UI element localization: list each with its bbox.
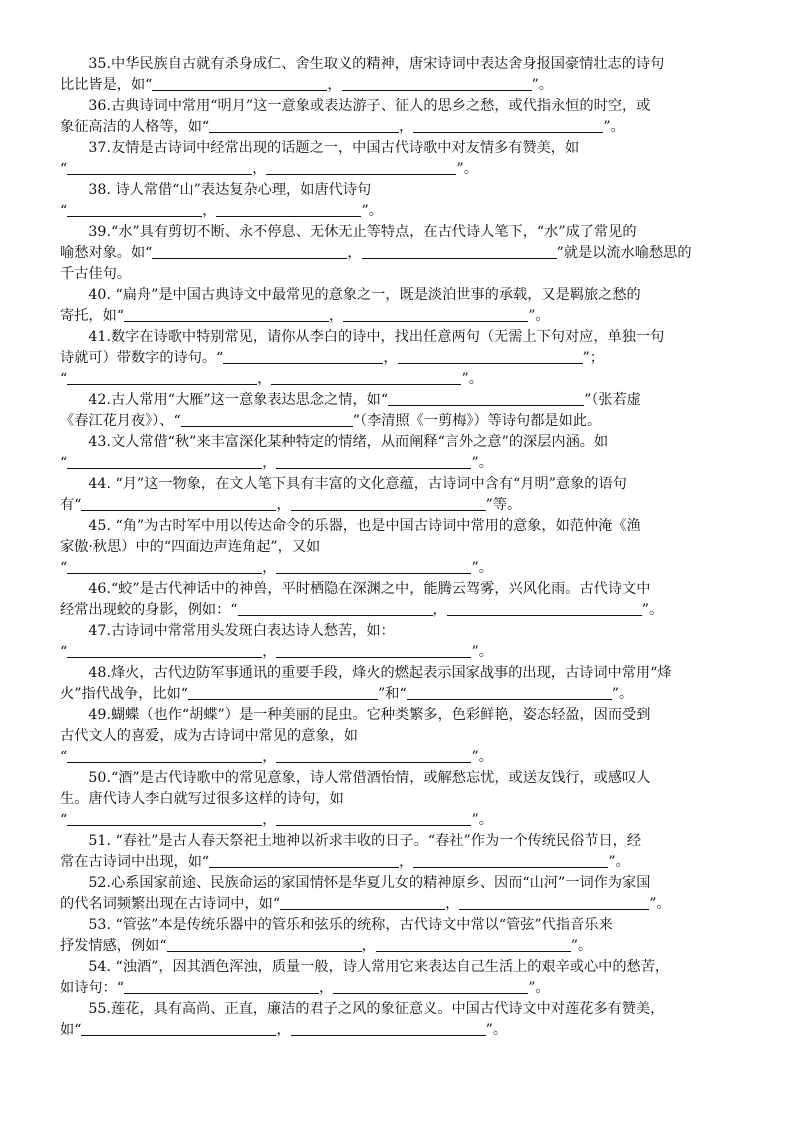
answer-blank[interactable]: [280, 895, 445, 910]
answer-line: 诗就可）带数字的诗句。“ ， ”；: [60, 350, 604, 366]
question-text: 43.文人常借“秋”来丰富深化某种特定的情绪，从而阐释“言外之意”的深层内涵。如: [88, 434, 609, 450]
question-text: 49.蝴蝶（也作“胡蝶”）是一种美丽的昆虫。它种类繁多，色彩鲜艳，姿态轻盈，因而受到: [88, 707, 651, 723]
question-42: [60, 390, 736, 432]
answer-blank[interactable]: [67, 811, 262, 826]
answer-line: 象征高洁的人格等，如“ ， ”。: [60, 119, 625, 135]
answer-blank[interactable]: [362, 244, 557, 259]
answer-blank[interactable]: [124, 307, 329, 322]
answer-blank[interactable]: [81, 496, 276, 511]
question-55: [60, 999, 736, 1041]
answer-line: 有“ ， ”等。: [60, 497, 522, 513]
answer-blank[interactable]: [67, 370, 257, 385]
worksheet: [60, 54, 736, 1041]
question-45: [60, 516, 736, 579]
question-text: 41.数字在诗歌中特别常见，请你从李白的诗中，找出任意两句（无需上下句对应，单独一句: [88, 329, 665, 345]
question-text: 55.莲花，具有高尚、正直，廉洁的君子之风的象征意义。中国古代诗文中对莲花多有赞美，: [88, 1001, 665, 1017]
question-51: [60, 831, 736, 873]
answer-blank[interactable]: [181, 412, 353, 427]
answer-line: 42.古人常用“大雁”这一意象表达思念之情，如“ ”（张若虚: [88, 392, 641, 408]
answer-blank[interactable]: [398, 349, 583, 364]
answer-line: “ ， ”。: [60, 203, 383, 219]
answer-blank[interactable]: [167, 937, 362, 952]
answer-blank[interactable]: [276, 643, 471, 658]
answer-line: 喻愁对象。如“ ， ”就是以流水喻愁思的: [60, 245, 692, 261]
question-41: [60, 327, 736, 390]
question-text: 38. 诗人常借“山”表达复杂心理，如唐代诗句: [88, 182, 372, 198]
answer-blank[interactable]: [266, 160, 456, 175]
answer-blank[interactable]: [342, 76, 532, 91]
question-text: 54. “浊酒”，因其酒色浑浊，质量一般，诗人常用它来表达自己生活上的艰辛或心中的愁苦，: [88, 959, 670, 975]
answer-blank[interactable]: [209, 118, 399, 133]
question-text: 39.“水”具有剪切不断、永不停息、无休无止等特点，在古代诗人笔下，“水”成了常见的: [88, 224, 637, 240]
question-49: [60, 705, 736, 768]
question-47: [60, 621, 736, 663]
question-text: 51. “春社”是古人春天祭祀土地神以祈求丰收的日子。“春社”作为一个传统民俗节日，经: [88, 833, 642, 849]
answer-blank[interactable]: [459, 895, 649, 910]
question-text: 45. “角”为古时军中用以传达命令的乐器，也是中国古诗词中常用的意象，如范仲淹《渔: [88, 518, 641, 534]
answer-line: 《春江花月夜》）、“ ”（李清照《一剪梅》）等诗句都是如此。: [60, 413, 602, 429]
answer-line: “ ， ”。: [60, 749, 493, 765]
answer-blank[interactable]: [276, 811, 471, 826]
answer-line: 常在古诗词中出现，如“ ， ”。: [60, 854, 630, 870]
answer-blank[interactable]: [216, 202, 361, 217]
answer-line: “ ， ”。: [60, 812, 493, 828]
question-39: [60, 222, 736, 285]
answer-blank[interactable]: [223, 349, 383, 364]
question-text: 36.古典诗词中常用“明月”这一意象或表达游子、征人的思乡之愁，或代指永恒的时空，或: [88, 98, 651, 114]
answer-blank[interactable]: [81, 1021, 276, 1036]
question-text: 46.“蛟”是古代神话中的神兽，平时栖隐在深渊之中，能腾云驾雾，兴风化雨。古代诗文中: [88, 581, 651, 597]
answer-line: 寄托，如“ ， ”。: [60, 308, 550, 324]
answer-blank[interactable]: [333, 979, 528, 994]
question-text: 40. “扁舟”是中国古典诗文中最常见的意象之一，既是淡泊世事的承载，又是羁旅之愁的: [88, 287, 641, 303]
question-text: 48.烽火，古代边防军事通讯的重要手段，烽火的燃起表示国家战事的出现，古诗词中常用“烽: [88, 665, 672, 681]
question-text: 47.古诗词中常常用头发斑白表达诗人愁苦，如：: [88, 623, 395, 639]
answer-line: “ ， ”。: [60, 161, 478, 177]
answer-line: 如“ ， ”。: [60, 1022, 508, 1038]
question-50: [60, 768, 736, 831]
answer-line: “ ， ”。: [60, 455, 493, 471]
question-44: [60, 474, 736, 516]
question-text: 44. “月”这一物象，在文人笔下具有丰富的文化意蕴，古诗词中含有“月明”意象的语句: [88, 476, 627, 492]
question-48: [60, 663, 736, 705]
answer-blank[interactable]: [209, 853, 399, 868]
answer-blank[interactable]: [152, 76, 327, 91]
question-text: 37.友情是古诗词中经常出现的话题之一，中国古代诗歌中对友情多有赞美，如: [88, 140, 580, 156]
answer-blank[interactable]: [407, 685, 612, 700]
question-text: 35.中华民族自古就有杀身成仁、舍生取义的精神，唐宋诗词中表达舍身报国豪情壮志的诗句: [88, 56, 665, 72]
answer-blank[interactable]: [67, 559, 262, 574]
answer-blank[interactable]: [271, 370, 461, 385]
question-52: [60, 873, 736, 915]
answer-blank[interactable]: [67, 643, 262, 658]
answer-line: 的代名词频繁出现在古诗词中，如“ ， ”。: [60, 896, 671, 912]
question-43: [60, 432, 736, 474]
question-40: [60, 285, 736, 327]
question-46: [60, 579, 736, 621]
answer-line: 经常出现蛟的身影，例如：“ ， ”。: [60, 602, 664, 618]
answer-blank[interactable]: [447, 601, 642, 616]
answer-line: 火”指代战争，比如“ ”和“ ”。: [60, 686, 634, 702]
answer-blank[interactable]: [291, 1021, 486, 1036]
question-37: [60, 138, 736, 180]
question-36: [60, 96, 736, 138]
answer-blank[interactable]: [276, 559, 471, 574]
question-text: 53. “管弦”本是传统乐器中的管乐和弦乐的统称，古代诗文中常以“管弦”代指音乐来: [88, 917, 613, 933]
answer-blank[interactable]: [152, 244, 347, 259]
question-53: [60, 915, 736, 957]
question-35: [60, 54, 736, 96]
question-text: 52.心系国家前途、民族命运的家国情怀是华夏儿女的精神原乡、因而“山河”一词作为家国: [88, 875, 651, 891]
question-54: [60, 957, 736, 999]
question-text: 千古佳句。: [60, 266, 131, 282]
answer-line: “ ， ”。: [60, 644, 493, 660]
answer-blank[interactable]: [67, 160, 252, 175]
answer-blank[interactable]: [376, 937, 571, 952]
question-text: 家傲·秋思）中的“四面边声连角起”，又如: [60, 539, 321, 555]
answer-blank[interactable]: [291, 496, 486, 511]
answer-blank[interactable]: [188, 685, 378, 700]
question-text: 古代文人的喜爱，成为古诗词中常见的意象，如: [60, 728, 358, 744]
answer-line: “ ， ”。: [60, 371, 483, 387]
answer-line: 如诗句：“ ， ”。: [60, 980, 550, 996]
answer-blank[interactable]: [343, 307, 528, 322]
answer-blank[interactable]: [276, 454, 471, 469]
answer-line: 比比皆是，如“ ， ”。: [60, 77, 554, 93]
answer-blank[interactable]: [124, 979, 319, 994]
question-text: 50.“酒”是古代诗歌中的常见意象，诗人常借酒怡情，或解愁忘忧，或送友饯行，或感叹人: [88, 770, 651, 786]
answer-blank[interactable]: [67, 454, 262, 469]
answer-blank[interactable]: [388, 391, 584, 406]
answer-blank[interactable]: [413, 118, 603, 133]
question-text: 生。唐代诗人李白就写过很多这样的诗句，如: [60, 791, 344, 807]
answer-blank[interactable]: [238, 601, 433, 616]
answer-blank[interactable]: [413, 853, 608, 868]
answer-line: 抒发情感，例如“ ， ”。: [60, 938, 593, 954]
answer-blank[interactable]: [67, 202, 202, 217]
answer-blank[interactable]: [276, 748, 471, 763]
answer-blank[interactable]: [67, 748, 262, 763]
question-38: [60, 180, 736, 222]
answer-line: “ ， ”。: [60, 560, 493, 576]
